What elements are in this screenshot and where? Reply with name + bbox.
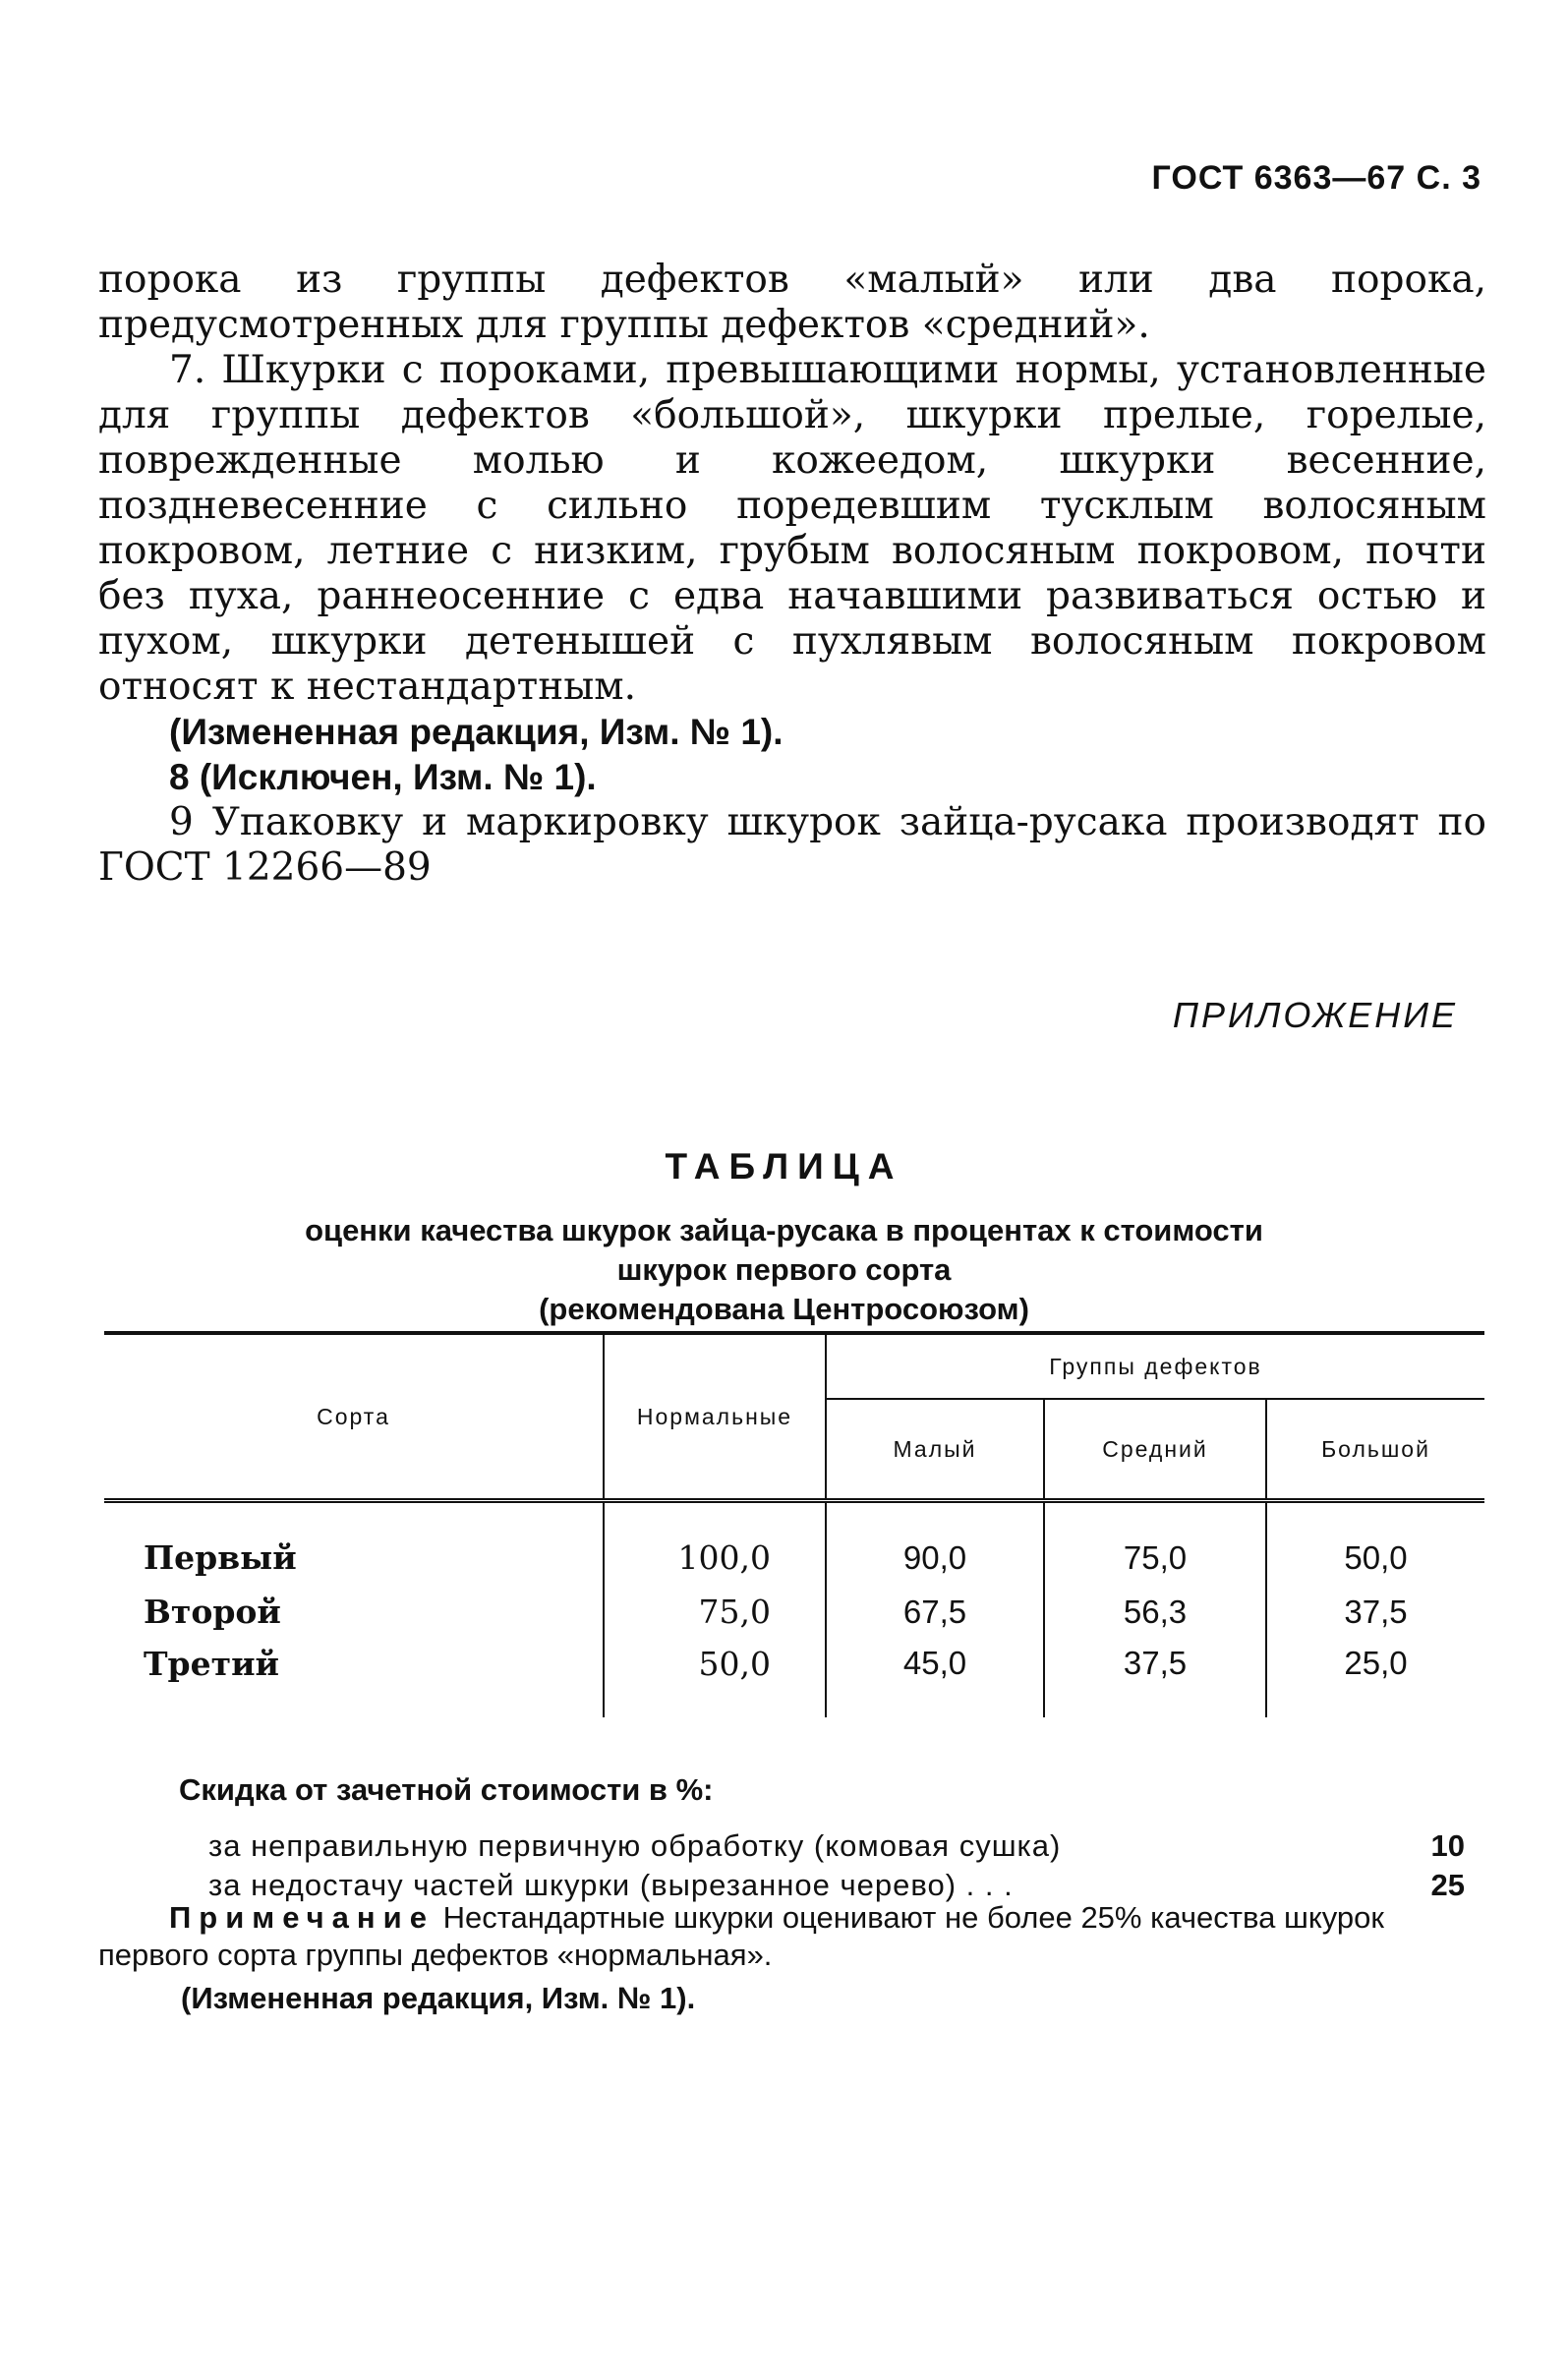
table-caption-line-3: (рекомендована Центросоюзом) bbox=[539, 1292, 1029, 1326]
table-caption-line-1: оценки качества шкурок зайца-русака в процентах к стоимости bbox=[305, 1213, 1263, 1247]
cell-normal: 75,0 bbox=[604, 1585, 826, 1639]
cell-grade: Третий bbox=[144, 1645, 280, 1683]
cell-large: 37,5 bbox=[1266, 1585, 1484, 1639]
header-defect-groups: Группы дефектов bbox=[826, 1333, 1484, 1399]
discount-item-label: за недостачу частей шкурки (вырезанное черево) . . . bbox=[208, 1868, 1014, 1902]
cell-medium: 37,5 bbox=[1044, 1639, 1266, 1717]
discount-item-label: за неправильную первичную обработку (комовая сушка) bbox=[208, 1828, 1062, 1863]
quality-table bbox=[104, 1331, 1484, 1717]
cell-large: 25,0 bbox=[1266, 1639, 1484, 1717]
cell-small: 45,0 bbox=[826, 1639, 1044, 1717]
cell-grade: Первый bbox=[144, 1538, 297, 1577]
cell-normal: 50,0 bbox=[604, 1639, 826, 1717]
discount-title: Скидка от зачетной стоимости в %: bbox=[179, 1772, 714, 1807]
cell-medium: 75,0 bbox=[1044, 1501, 1266, 1586]
cell-large: 50,0 bbox=[1266, 1501, 1484, 1586]
cell-normal: 100,0 bbox=[604, 1501, 826, 1586]
cell-medium: 56,3 bbox=[1044, 1585, 1266, 1639]
appendix-label: ПРИЛОЖЕНИЕ bbox=[1172, 995, 1458, 1035]
discount-item bbox=[179, 1826, 1486, 1866]
discount-item-value: 25 bbox=[1430, 1868, 1465, 1902]
body-text bbox=[98, 258, 1486, 891]
note-section bbox=[98, 1899, 1486, 2017]
discount-item-value: 10 bbox=[1430, 1828, 1465, 1863]
note-text: Нестандартные шкурки оценивают не более 25% качества шкурок первого сорта группы дефектов «нормальная». bbox=[98, 1900, 1384, 1972]
table-row bbox=[104, 1639, 1484, 1717]
amendment-note: (Измененная редакция, Изм. № 1). bbox=[169, 712, 784, 752]
cell-small: 67,5 bbox=[826, 1585, 1044, 1639]
paragraph-continuation: порока из группы дефектов «малый» или два порока, предусмотренных для группы дефектов «средний». bbox=[98, 258, 1486, 347]
table-title: ТАБЛИЦА bbox=[665, 1146, 903, 1187]
paragraph-7: 7. Шкурки с пороками, превышающими нормы, установленные для группы дефектов «большой», шкурки прелые, горелые, поврежденные молью и кожеедом, шкурки весенние, поздневесенние с сильно поредевшим тусклым волосяным покровом, летние с низким, грубым волосяным покровом, почти без пуха, раннеосенние с едва начавшими развиваться остью и пухом, шкурки детенышей с пухлявым волосяным покровом относят к нестандартным. bbox=[98, 348, 1486, 709]
paragraph-8: 8 (Исключен, Изм. № 1). bbox=[169, 757, 597, 797]
discount-section bbox=[179, 1769, 1486, 1905]
header-small: Малый bbox=[826, 1399, 1044, 1501]
header-medium: Средний bbox=[1044, 1399, 1266, 1501]
note-paragraph bbox=[98, 1899, 1486, 1974]
note-label: Примечание bbox=[169, 1900, 435, 1935]
cell-grade: Второй bbox=[144, 1593, 281, 1631]
paragraph-9: 9 Упаковку и маркировку шкурок зайца-русака производят по ГОСТ 12266—89 bbox=[98, 800, 1486, 890]
note-amendment: (Измененная редакция, Изм. № 1). bbox=[181, 1981, 696, 2015]
header-large: Большой bbox=[1266, 1399, 1484, 1501]
header-normal: Нормальные bbox=[604, 1333, 826, 1501]
table-caption-line-2: шкурок первого сорта bbox=[616, 1252, 952, 1287]
cell-small: 90,0 bbox=[826, 1501, 1044, 1586]
header-grade: Сорта bbox=[104, 1333, 604, 1501]
table-row bbox=[104, 1585, 1484, 1639]
table-row bbox=[104, 1501, 1484, 1586]
page-header: ГОСТ 6363—67 С. 3 bbox=[1151, 159, 1481, 197]
table-caption bbox=[0, 1211, 1568, 1329]
